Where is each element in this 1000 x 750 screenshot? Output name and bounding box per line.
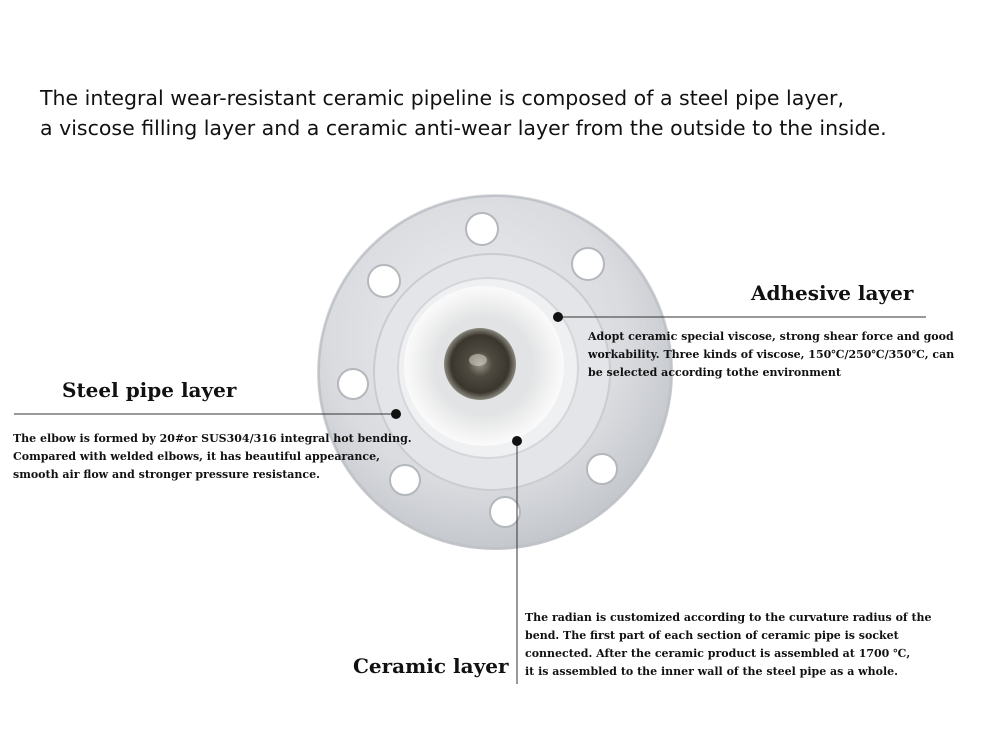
bolt-hole bbox=[338, 369, 368, 399]
adhesive-marker-dot bbox=[553, 312, 563, 322]
steel-pipe-layer-description bbox=[13, 430, 412, 484]
headline-line-1: The integral wear-resistant ceramic pipeline is composed of a steel pipe layer, bbox=[40, 86, 844, 110]
headline-line-2: a viscose filling layer and a ceramic anti-wear layer from the outside to the inside. bbox=[40, 116, 887, 140]
steel-desc-line: Compared with welded elbows, it has beautiful appearance, bbox=[13, 450, 380, 463]
ceramic-desc-line: it is assembled to the inner wall of the steel pipe as a whole. bbox=[525, 665, 898, 678]
ceramic-marker-dot bbox=[512, 436, 522, 446]
ceramic-desc-line: connected. After the ceramic product is assembled at 1700 ℃, bbox=[525, 647, 911, 660]
ceramic-desc-line: bend. The first part of each section of ceramic pipe is socket bbox=[525, 629, 899, 642]
bolt-hole bbox=[490, 497, 520, 527]
ceramic-layer-title: Ceramic layer bbox=[353, 654, 509, 678]
steel-desc-line: smooth air flow and stronger pressure resistance. bbox=[13, 468, 320, 481]
ceramic-layer-description bbox=[525, 609, 932, 681]
ceramic-desc-line: The radian is customized according to the curvature radius of the bbox=[525, 611, 932, 624]
bolt-hole bbox=[587, 454, 617, 484]
bolt-hole bbox=[572, 248, 604, 280]
adhesive-desc-line: be selected according tothe environment bbox=[588, 366, 841, 379]
adhesive-desc-line: Adopt ceramic special viscose, strong shear force and good bbox=[588, 330, 954, 343]
adhesive-layer-description bbox=[588, 328, 954, 382]
bolt-hole bbox=[368, 265, 400, 297]
steel-pipe-layer-title: Steel pipe layer bbox=[62, 378, 237, 402]
steel-marker-dot bbox=[391, 409, 401, 419]
adhesive-desc-line: workability. Three kinds of viscose, 150℃/250℃/350℃, can bbox=[588, 348, 955, 361]
bore-highlight bbox=[469, 354, 487, 366]
bolt-hole bbox=[466, 213, 498, 245]
adhesive-layer-title: Adhesive layer bbox=[751, 281, 914, 305]
steel-desc-line: The elbow is formed by 20#or SUS304/316 integral hot bending. bbox=[13, 432, 412, 445]
